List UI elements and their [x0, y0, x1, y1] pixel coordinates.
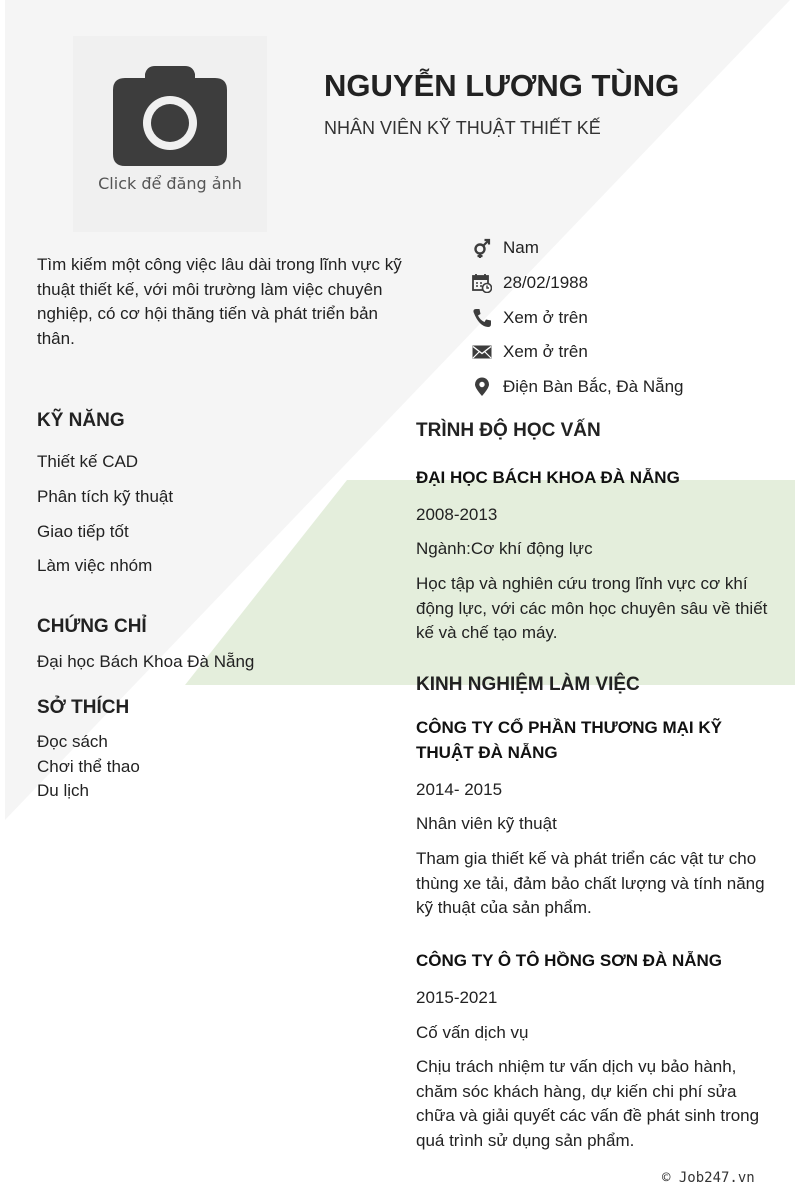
gender-icon [472, 238, 492, 258]
hobby-item: Chơi thể thao [37, 757, 140, 776]
job-period: 2014- 2015 [416, 780, 503, 799]
email-text: Xem ở trên [503, 342, 588, 362]
photo-upload-area[interactable] [73, 36, 267, 232]
experience-heading: KINH NGHIỆM LÀM VIỆC [416, 674, 640, 695]
calendar-icon [472, 273, 492, 293]
candidate-name: NGUYỄN LƯƠNG TÙNG [324, 68, 680, 103]
certificate-item: Đại học Bách Khoa Đà Nẵng [37, 652, 255, 671]
job-title: NHÂN VIÊN KỸ THUẬT THIẾT KẾ [324, 118, 601, 138]
phone-text: Xem ở trên [503, 307, 588, 327]
job-position: Cố vấn dịch vụ [416, 1023, 529, 1042]
career-objective: Tìm kiếm một công việc lâu dài trong lĩnh vực kỹ thuật thiết kế, với môi trường làm việc chuyên nghiệp, có cơ hội thăng tiến và phát triển bản thân. [37, 255, 402, 348]
skill-item: Thiết kế CAD [37, 452, 139, 471]
footer-credit: © Job247.vn [662, 1170, 755, 1186]
job-description: Chịu trách nhiệm tư vấn dịch vụ bảo hành, chăm sóc khách hàng, dự kiến chi phí sửa chữa và giải quyết các vấn đề phát sinh trong quá trình sử dụng sản phẩm. [416, 1057, 760, 1150]
school-name: ĐẠI HỌC BÁCH KHOA ĐÀ NẴNG [416, 468, 680, 487]
contact-info [472, 231, 684, 404]
mail-icon [472, 342, 492, 362]
hobby-item: Đọc sách [37, 732, 108, 751]
company-name: CÔNG TY CỔ PHẦN THƯƠNG MẠI KỸ THUẬT ĐÀ NẴNG [416, 718, 722, 762]
job-period: 2015-2021 [416, 988, 498, 1007]
contact-address [472, 370, 684, 405]
job-description: Tham gia thiết kế và phát triển các vật tư cho thùng xe tải, đảm bảo chất lượng và tính năng kỹ thuật của sản phẩm. [416, 849, 765, 918]
contact-birthdate [472, 266, 684, 301]
skill-item: Làm việc nhóm [37, 556, 153, 575]
location-pin-icon [472, 377, 492, 397]
hobby-item: Du lịch [37, 781, 89, 800]
job-position: Nhân viên kỹ thuật [416, 814, 557, 833]
hobbies-heading: SỞ THÍCH [37, 697, 130, 718]
photo-upload-label: Click để đăng ảnh [98, 174, 242, 193]
phone-icon [472, 308, 492, 328]
skill-item: Giao tiếp tốt [37, 522, 129, 541]
address-text: Điện Bàn Bắc, Đà Nẵng [503, 377, 684, 397]
contact-phone [472, 300, 684, 335]
camera-icon [111, 64, 229, 168]
skill-item: Phân tích kỹ thuật [37, 487, 174, 506]
birthdate-text: 28/02/1988 [503, 273, 589, 293]
education-description: Học tập và nghiên cứu trong lĩnh vực cơ khí động lực, với các môn học chuyên sâu về thiết kế và chế tạo máy. [416, 574, 768, 643]
skills-heading: KỸ NĂNG [37, 410, 125, 431]
certificates-heading: CHỨNG CHỈ [37, 616, 147, 637]
education-period: 2008-2013 [416, 505, 498, 524]
contact-email [472, 335, 684, 370]
education-major: Ngành:Cơ khí động lực [416, 539, 593, 558]
gender-text: Nam [503, 238, 539, 258]
education-heading: TRÌNH ĐỘ HỌC VẤN [416, 420, 601, 441]
company-name: CÔNG TY Ô TÔ HỒNG SƠN ĐÀ NẴNG [416, 951, 723, 970]
contact-gender [472, 231, 684, 266]
